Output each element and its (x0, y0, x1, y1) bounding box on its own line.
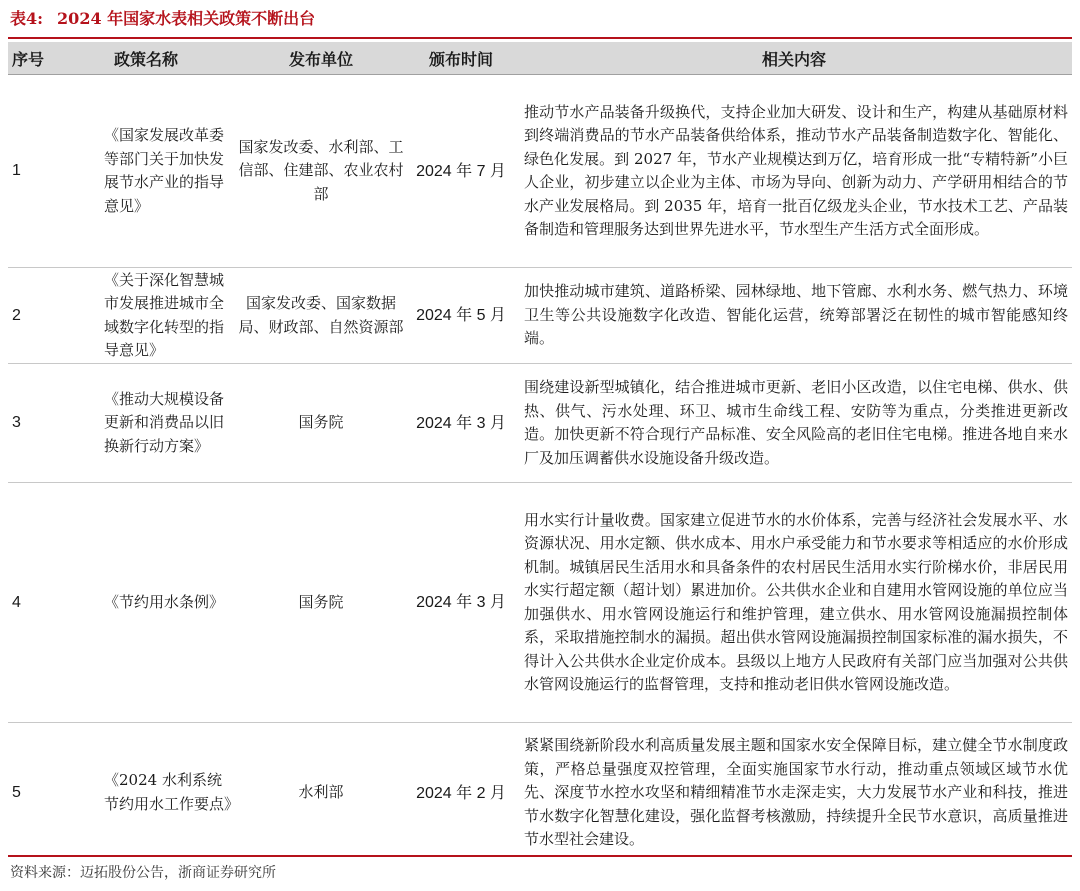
row-number: 3 (8, 364, 56, 483)
source-note: 资料来源：迈拓股份公告，浙商证券研究所 (10, 865, 276, 881)
header-no: 序号 (8, 42, 56, 75)
policy-name: 《关于深化智慧城市发展推进城市全域数字化转型的指导意见》 (56, 268, 236, 364)
policy-content: 围绕建设新型城镇化，结合推进城市更新、老旧小区改造，以住宅电梯、供水、供热、供气、污水处理、环卫、城市生命线工程、安防等为重点，分类推进更新改造。加快更新不符合现行产品标准、安全风险高的老旧住宅电梯。推进各地自来水厂及加压调蓄供水设施设备升级改造。 (516, 364, 1072, 483)
header-name: 政策名称 (56, 42, 236, 75)
header-unit: 发布单位 (236, 42, 406, 75)
issue-date: 2024 年 3 月 (406, 364, 516, 483)
issuing-unit: 国务院 (236, 364, 406, 483)
issuing-unit: 国家发改委、水利部、工信部、住建部、农业农村部 (236, 75, 406, 268)
policy-name: 《2024 水利系统节约用水工作要点》 (104, 771, 240, 813)
row-number: 4 (8, 483, 56, 723)
policy-table (8, 42, 1072, 863)
table-row (8, 75, 1072, 268)
caption-number: 表4: (10, 9, 44, 28)
table-row (8, 723, 1072, 863)
top-rule (8, 37, 1072, 39)
policy-content: 加快推动城市建筑、道路桥梁、园林绿地、地下管廊、水利水务、燃气热力、环境卫生等公共设施数字化改造、智能化运营，统筹部署泛在韧性的城市智能感知终端。 (516, 268, 1072, 364)
issuing-unit: 国家发改委、国家数据局、财政部、自然资源部 (236, 268, 406, 364)
row-number: 2 (8, 268, 56, 364)
issuing-unit: 水利部 (298, 783, 344, 801)
policy-content: 紧紧围绕新阶段水利高质量发展主题和国家水安全保障目标，建立健全节水制度政策，严格总量强度双控管理，全面实施国家节水行动，推动重点领域区域节水优先、深度节水控水攻坚和精细精准节水走深走实，大力发展节水产业和科技，推进节水数字化智慧化建设，强化监督考核激励，持续提升全民节水意识，高质量推进节水型社会建设。 (524, 736, 1068, 848)
row-number: 1 (8, 75, 56, 268)
policy-name: 《国家发展改革委等部门关于加快发展节水产业的指导意见》 (56, 75, 236, 268)
policy-content: 推动节水产品装备升级换代，支持企业加大研发、设计和生产，构建从基础原材料到终端消费品的节水产品装备供给体系，推动节水产品装备制造数字化、智能化、绿色化发展。到 2027 年，节水产业规模达到万亿，培育形成一批“专精特新”小巨人企业，初步建立以企业为主体、市场为导向、创新为动力、产学研用相结合的节水产业发展格局。到 2035 年，培育一批百亿级龙头企业，节水技术工艺、产品装备制造和管理服务达到世界先进水平，节水型生产生活方式全面形成。 (516, 75, 1072, 268)
policy-name: 《节约用水条例》 (56, 483, 236, 723)
table-caption (10, 6, 315, 29)
caption-title: 2024 年国家水表相关政策不断出台 (57, 9, 316, 28)
table-row (8, 364, 1072, 483)
header-date: 颁布时间 (406, 42, 516, 75)
table-row (8, 268, 1072, 364)
issue-date: 2024 年 2 月 (416, 784, 506, 802)
issue-date: 2024 年 3 月 (406, 483, 516, 723)
policy-name: 《推动大规模设备更新和消费品以旧换新行动方案》 (56, 364, 236, 483)
row-number: 5 (12, 784, 21, 801)
issue-date: 2024 年 5 月 (406, 268, 516, 364)
issuing-unit: 国务院 (236, 483, 406, 723)
header-row (8, 42, 1072, 75)
table-row (8, 483, 1072, 723)
bottom-rule (8, 855, 1072, 857)
policy-content: 用水实行计量收费。国家建立促进节水的水价体系，完善与经济社会发展水平、水资源状况、用水定额、供水成本、用水户承受能力和节水要求等相适应的水价形成机制。城镇居民生活用水和具备条件的农村居民生活用水实行阶梯水价，非居民用水实行超定额（超计划）累进加价。公共供水企业和自建用水管网设施的单位应当加强供水、用水管网设施运行和维护管理，建立供水、用水管网设施漏损控制体系，采取措施控制水的漏损。超出供水管网设施漏损控制国家标准的漏水损失，不得计入公共供水企业定价成本。县级以上地方人民政府有关部门应当加强对公共供水管网设施运行的监督管理，支持和推动老旧供水管网设施改造。 (516, 483, 1072, 723)
header-content: 相关内容 (516, 42, 1072, 75)
issue-date: 2024 年 7 月 (406, 75, 516, 268)
